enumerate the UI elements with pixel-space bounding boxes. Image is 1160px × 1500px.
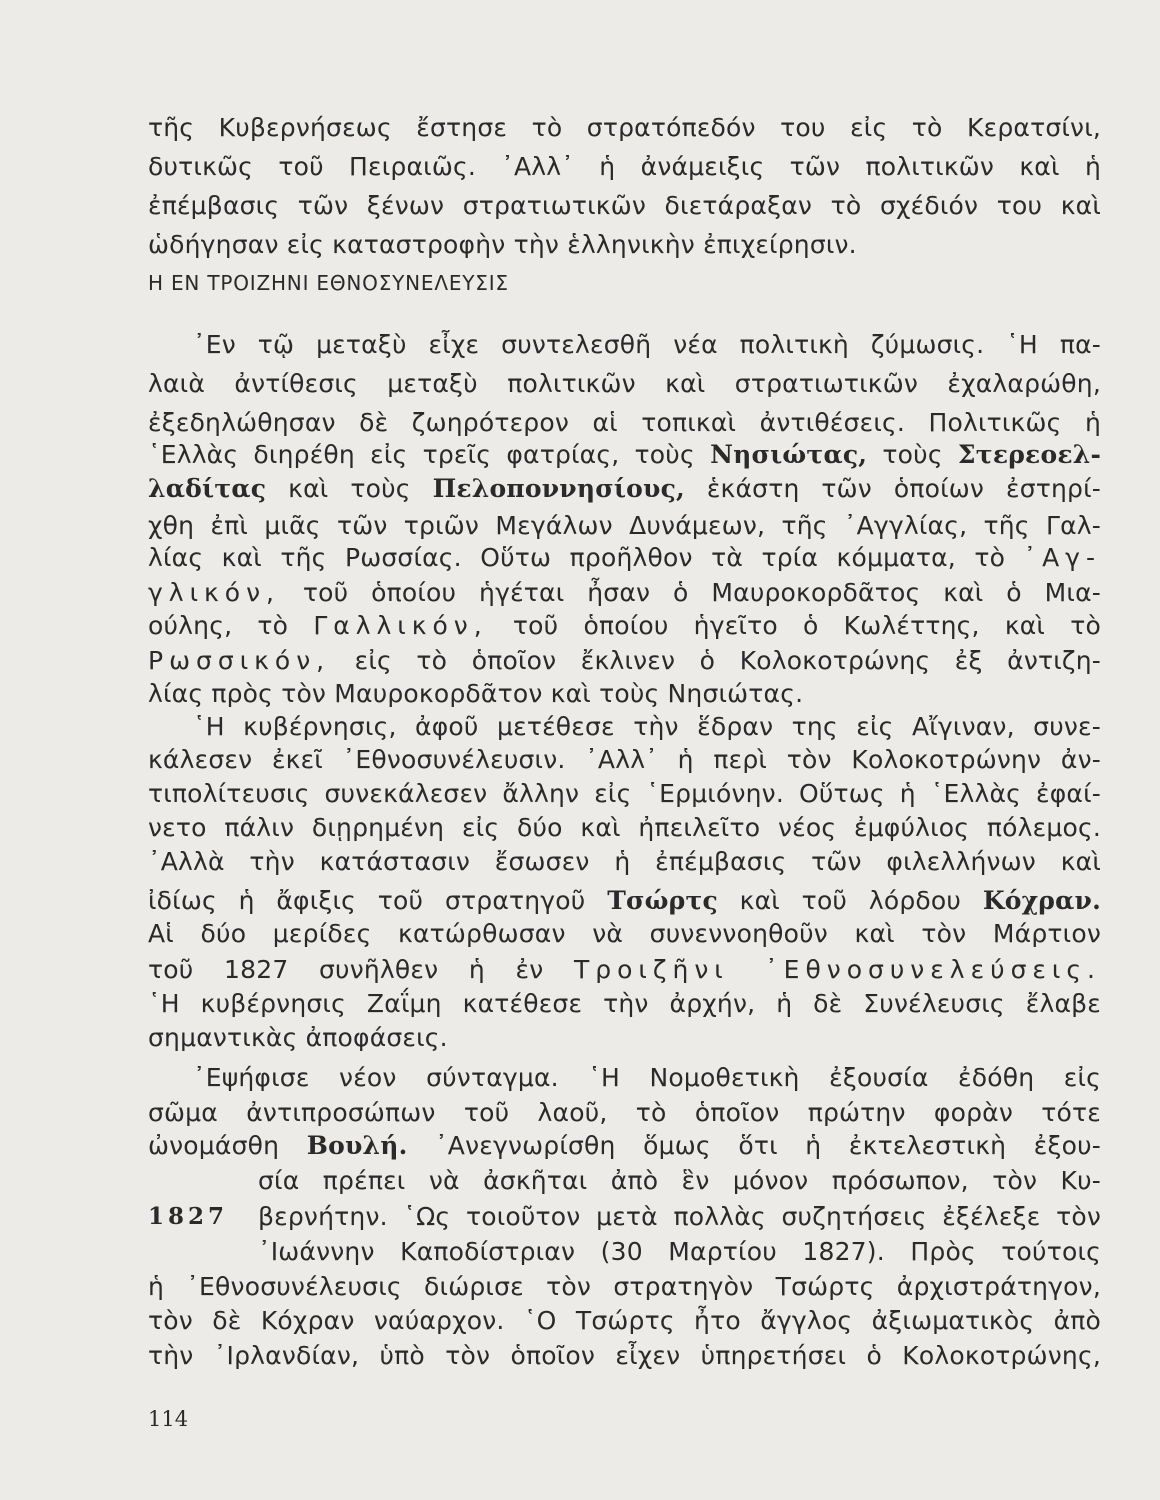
bold-term-stereoelladitas: Στερεοελ- (957, 440, 1102, 469)
text-line (148, 643, 1101, 679)
text-line: σία πρέπει νὰ ἀσκῆται ἀπὸ ἓν μόνον πρόσωπον, τὸν Κυ- (258, 1166, 1101, 1195)
bold-term-peloponnisious: Πελοποννησίους, (432, 474, 685, 503)
bold-term-tsorts: Τσώρτς (607, 886, 718, 915)
text-line (148, 608, 1101, 644)
text-line: ἐπέμβασις τῶν ξένων στρατιωτικῶν διετάραξαν τὸ σχέδιόν του καὶ (148, 191, 1101, 220)
text-run: καὶ τοὺς (288, 474, 411, 503)
text-run: τοῦ ὁποίου ἡγέται ἦσαν ὁ Μαυροκορδᾶτος καὶ ὁ Μια- (302, 578, 1101, 607)
text-line: δυτικῶς τοῦ Πειραιῶς. ᾿Αλλ᾿ ἡ ἀνάμειξις τῶν πολιτικῶν καὶ ἡ (148, 152, 1101, 181)
text-run: ούλης, τὸ (148, 611, 289, 640)
text-line: σημαντικὰς ἀποφάσεις. (148, 1023, 448, 1052)
text-line (148, 575, 1101, 611)
spaced-term-angl: ᾿Αγ- (1023, 543, 1101, 572)
text-run: καὶ τοῦ λόρδου (739, 886, 962, 915)
text-run: τοῦ ὁποίου ἡγεῖτο ὁ Κωλέττης, καὶ τὸ (512, 611, 1101, 640)
bold-term-stereoelladitas-cont: λαδίτας (148, 474, 267, 503)
spaced-term-gallikon: Γαλλικόν, (313, 611, 488, 640)
bold-term-nisiotas: Νησιώτας, (710, 440, 868, 469)
section-heading: Η ΕΝ ΤΡΟΙΖΗΝΙ ΕΘΝΟΣΥΝΕΛΕΥΣΙΣ (148, 271, 509, 295)
text-line: ὡδήγησαν εἰς καταστροφὴν τὴν ἑλληνικὴν ἐπιχείρησιν. (148, 230, 857, 259)
text-line: ᾿Ιωάννην Καποδίστριαν (30 Μαρτίου 1827). Πρὸς τούτοις (258, 1237, 1101, 1266)
text-line: βερνήτην. ῾Ως τοιοῦτον μετὰ πολλὰς συζητήσεις ἐξέλεξε τὸν (258, 1202, 1101, 1231)
text-line (148, 1128, 1101, 1164)
text-run: ᾿Ανεγνωρίσθη ὅμως ὅτι ἡ ἐκτελεστικὴ ἐξου- (435, 1131, 1101, 1160)
text-run: τοὺς (882, 440, 943, 469)
spaced-term-rossikon: Ρωσσικόν, (148, 646, 331, 675)
text-run: ὠνομάσθη (148, 1131, 280, 1160)
bold-term-kochran: Κόχραν. (982, 886, 1101, 915)
text-run: ἰδίως ἡ ἄφιξις τοῦ στρατηγοῦ (148, 886, 586, 915)
text-run: λίας καὶ τῆς Ρωσσίας. Οὕτω προῆλθον τὰ τρία κόμματα, τὸ (148, 543, 1006, 572)
text-line: ῾Η κυβέρνησις, ἀφοῦ μετέθεσε τὴν ἕδραν της εἰς Αἴγιναν, συνε- (193, 712, 1101, 741)
bold-term-vouli: Βουλή. (306, 1131, 408, 1160)
text-line (148, 952, 1101, 988)
text-line: λίας πρὸς τὸν Μαυροκορδᾶτον καὶ τοὺς Νησιώτας. (148, 679, 804, 708)
text-line: τὴν ᾿Ιρλανδίαν, ὑπὸ τὸν ὁποῖον εἶχεν ὑπηρετήσει ὁ Κολοκοτρώνης, (148, 1341, 1101, 1370)
text-line: χθη ἐπὶ μιᾶς τῶν τριῶν Μεγάλων Δυνάμεων, τῆς ᾿Αγγλίας, τῆς Γαλ- (148, 511, 1101, 540)
text-line: ἡ ᾿Εθνοσυνέλευσις διώρισε τὸν στρατηγὸν Τσώρτς ἀρχιστράτηγον, (148, 1272, 1101, 1301)
text-run: εἰς τὸ ὁποῖον ἔκλινεν ὁ Κολοκοτρώνης ἐξ ἀντιζη- (354, 646, 1101, 675)
text-line (148, 437, 1101, 473)
text-line: ᾿Αλλὰ τὴν κατάστασιν ἔσωσεν ἡ ἐπέμβασις τῶν φιλελλήνων καὶ (148, 847, 1101, 876)
text-line: τὸν δὲ Κόχραν ναύαρχον. ῾Ο Τσώρτς ἦτο ἄγγλος ἀξιωματικὸς ἀπὸ (148, 1306, 1101, 1335)
text-line (148, 471, 1101, 507)
text-run: ῾Ελλὰς διηρέθη εἰς τρεῖς φατρίας, τοὺς (148, 440, 695, 469)
text-line: σῶμα ἀντιπροσώπων τοῦ λαοῦ, τὸ ὁποῖον πρώτην φορὰν τότε (148, 1098, 1101, 1127)
text-line: ῾Η κυβέρνησις Ζαΐμη κατέθεσε τὴν ἀρχήν, ἡ δὲ Συνέλευσις ἔλαβε (148, 989, 1101, 1018)
spaced-term-anglikon: γλικόν, (148, 578, 280, 607)
text-line (148, 540, 1101, 576)
text-line: λαιὰ ἀντίθεσις μεταξὺ πολιτικῶν καὶ στρατιωτικῶν ἐχαλαρώθη, (148, 369, 1101, 398)
text-line: ᾿Εψήφισε νέον σύνταγμα. ῾Η Νομοθετικὴ ἐξουσία ἐδόθη εἰς (193, 1063, 1101, 1092)
margin-year: 1827 (148, 1203, 229, 1230)
spaced-term-troizini: Τροιζῆνι ᾿Εθνοσυνελεύσεις. (574, 955, 1101, 984)
text-line: τιπολίτευσις συνεκάλεσεν ἄλλην εἰς ῾Ερμιόνην. Οὕτως ἡ ῾Ελλὰς ἐφαί- (148, 779, 1101, 808)
text-line: κάλεσεν ἐκεῖ ᾿Εθνοσυνέλευσιν. ᾿Αλλ᾿ ἡ περὶ τὸν Κολοκοτρώνην ἀν- (148, 745, 1101, 774)
text-run: τοῦ 1827 συνῆλθεν ἡ ἐν (148, 955, 544, 984)
text-run: ἑκάστη τῶν ὁποίων ἐστηρί- (706, 474, 1101, 503)
text-line: τῆς Κυβερνήσεως ἔστησε τὸ στρατόπεδόν του εἰς τὸ Κερατσίνι, (148, 113, 1101, 142)
text-line: νετο πάλιν διῃρημένη εἰς δύο καὶ ἠπειλεῖτο νέος ἐμφύλιος πόλεμος. (148, 813, 1101, 842)
page-number: 114 (148, 1407, 189, 1431)
text-line: Αἱ δύο μερίδες κατώρθωσαν νὰ συνεννοηθοῦν καὶ τὸν Μάρτιον (148, 919, 1101, 948)
text-line (148, 883, 1101, 919)
text-line: ἐξεδηλώθησαν δὲ ζωηρότερον αἱ τοπικαὶ ἀντιθέσεις. Πολιτικῶς ἡ (148, 408, 1101, 437)
text-line: ᾿Εν τῷ μεταξὺ εἶχε συντελεσθῆ νέα πολιτικὴ ζύμωσις. ῾Η πα- (193, 330, 1101, 359)
